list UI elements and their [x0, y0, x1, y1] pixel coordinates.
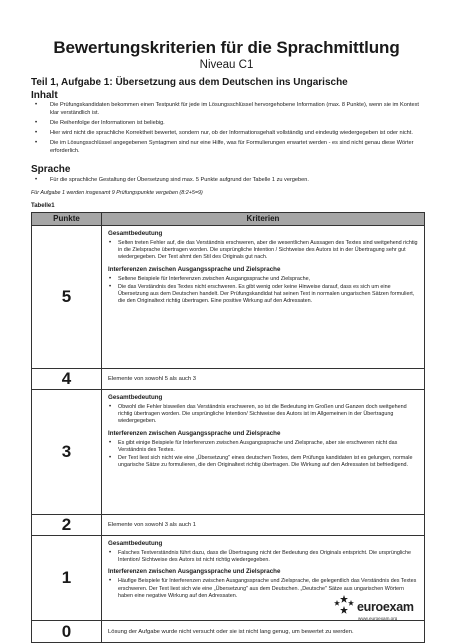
list-item: • Häufige Beispiele für Interferenzen zwischen Ausgangssprache und Zielsprache, die gelegentlich das Verständnis des Textes erschweren. Der Text liest sich wie eine „Übersetzung" aus dem Deutschen. „Deutsche" Sätze aus ungarischen Wörtern haben eine negative Wirkung auf den Adressaten. — [108, 578, 418, 600]
list-item: • Seltene Beispiele für Interferenzen zwischen Ausgangssprache und Zielsprache, — [108, 276, 418, 283]
points-value: 5 — [32, 226, 102, 369]
document-title: Bewertungskriterien für die Sprachmittlung — [53, 38, 400, 57]
list-item: • Die Prüfungskandidaten bekommen einen Testpunkt für jede im Lösungsschlüssel hervorgehobene Information (max. 8 Punkte), wenn sie im Kontext klar verständlich ist. — [31, 102, 425, 117]
list-item: • Hier wird nicht die sprachliche Korrektheit bewertet, sondern nur, ob der Informationsgehalt vollständig und eindeutig wiedergegeben ist oder nicht. — [31, 130, 425, 138]
criteria-cell: Elemente von sowohl 3 als auch 1 — [102, 515, 425, 536]
logo-text: euroexam — [357, 600, 414, 614]
criteria-list — [108, 440, 418, 470]
criteria-table — [31, 212, 425, 643]
list-item: • Der Text liest sich nicht wie eine „Übersetzung" eines deutschen Textes, dem Prüfungs kandidaten ist es gelungen, normale ungarische Sätze zu formulieren, die den Originaltext richtig übertragen. Die Wirkung auf den Adressaten ist befriedigend. — [108, 455, 418, 469]
points-value: 0 — [32, 621, 102, 643]
criteria-cell: Elemente von sowohl 5 als auch 3 — [102, 369, 425, 390]
points-value: 1 — [32, 536, 102, 621]
block-title: Interferenzen zwischen Ausgangssprache und Zielsprache — [108, 429, 281, 437]
inhalt-heading: Inhalt — [31, 90, 58, 101]
points-value: 3 — [32, 390, 102, 515]
column-header-criteria: Kriterien — [102, 213, 425, 226]
points-note: Für Aufgabe 1 werden insgesamt 9 Prüfungspunkte vergeben (8:2+5=9) — [31, 190, 203, 196]
criteria-list — [108, 276, 418, 306]
criteria-list — [108, 240, 418, 262]
block-title: Interferenzen zwischen Ausgangssprache und Zielsprache — [108, 265, 281, 273]
block-title: Gesamtbedeutung — [108, 394, 163, 401]
table-header-row — [32, 213, 425, 226]
list-item: • Die das Verständnis des Textes nicht erschweren. Es gibt wenig oder keine Hinweise darauf, dass es sich um eine Übersetzung aus dem Deutschen handelt. Der Prüfungskandidat hat seinen Text in normalen ungarischen Sätzen formuliert, die den Originaltext richtig übertragen. Eine positive Wirkung auf den Adressaten. — [108, 284, 418, 306]
list-item: • Selten treten Fehler auf, die das Verständnis erschweren, aber die wesentlichen Aussagen des Textes sind weitgehend richtig in die Zielsprache übertragen worden. Die ursprüngliche Intention / Sichtweise des Autors ist in der Übertragung sehr gut wiedergegeben. Der Text ahmt den Stil des Originals gut nach. — [108, 240, 418, 262]
sprache-heading: Sprache — [31, 164, 71, 175]
table-row — [32, 515, 425, 536]
points-value: 2 — [32, 515, 102, 536]
table-row — [32, 369, 425, 390]
list-item: • Es gibt einige Beispiele für Interferenzen zwischen Ausgangssprache und Zielsprache, aber sie erschweren nicht das Verständnis des Textes. — [108, 440, 418, 454]
table-row — [32, 226, 425, 369]
list-item: • Die Reihenfolge der Informationen ist beliebig. — [31, 120, 425, 128]
table-row — [32, 390, 425, 515]
section-title: Teil 1, Aufgabe 1: Übersetzung aus dem Deutschen ins Ungarische — [31, 77, 348, 88]
block-title: Interferenzen zwischen Ausgangssprache und Zielsprache — [108, 568, 281, 576]
criteria-list — [108, 404, 418, 426]
inhalt-list — [31, 102, 425, 158]
block-title: Gesamtbedeutung — [108, 230, 163, 237]
list-item: • Die im Lösungsschlüssel angegebenen Syntagmen sind nur eine Hilfe, was für Formulierungen erwartet werden - es sind nicht genau diese Wörter erforderlich. — [31, 140, 425, 155]
sprache-list — [31, 177, 425, 187]
list-item: • Obwohl die Fehler bisweilen das Verständnis erschweren, so ist die Bedeutung im Großen und Ganzen doch weitgehend richtig übertragen worden. Die ursprüngliche Intention/ Sichtweise des Autors ist im Allgemeinen in der Übertragung wiedergegeben. — [108, 404, 418, 426]
block-title: Gesamtbedeutung — [108, 540, 163, 547]
criteria-cell — [102, 390, 425, 515]
euroexam-logo — [327, 592, 427, 626]
stars-icon — [333, 594, 355, 616]
list-item: • Für die sprachliche Gestaltung der Übersetzung sind max. 5 Punkte aufgrund der Tabelle 1 zu vergeben. — [31, 177, 425, 185]
table-label: Tabelle1 — [31, 203, 55, 209]
criteria-cell: Lösung der Aufgabe wurde nicht versucht oder sie ist nicht lang genug, um bewertet zu werden. — [102, 621, 425, 643]
criteria-list — [108, 550, 418, 564]
logo-url: www.euroexam.org — [358, 616, 398, 621]
criteria-cell — [102, 226, 425, 369]
column-header-points: Punkte — [32, 213, 102, 226]
document-level: Niveau C1 — [199, 59, 254, 71]
points-value: 4 — [32, 369, 102, 390]
list-item: • Falsches Textverständnis führt dazu, dass die Übertragung nicht der Bedeutung des Originals entspricht. Die ursprüngliche Intention/ Sichtweise des Autors ist nicht richtig wiedergegeben. — [108, 550, 418, 564]
